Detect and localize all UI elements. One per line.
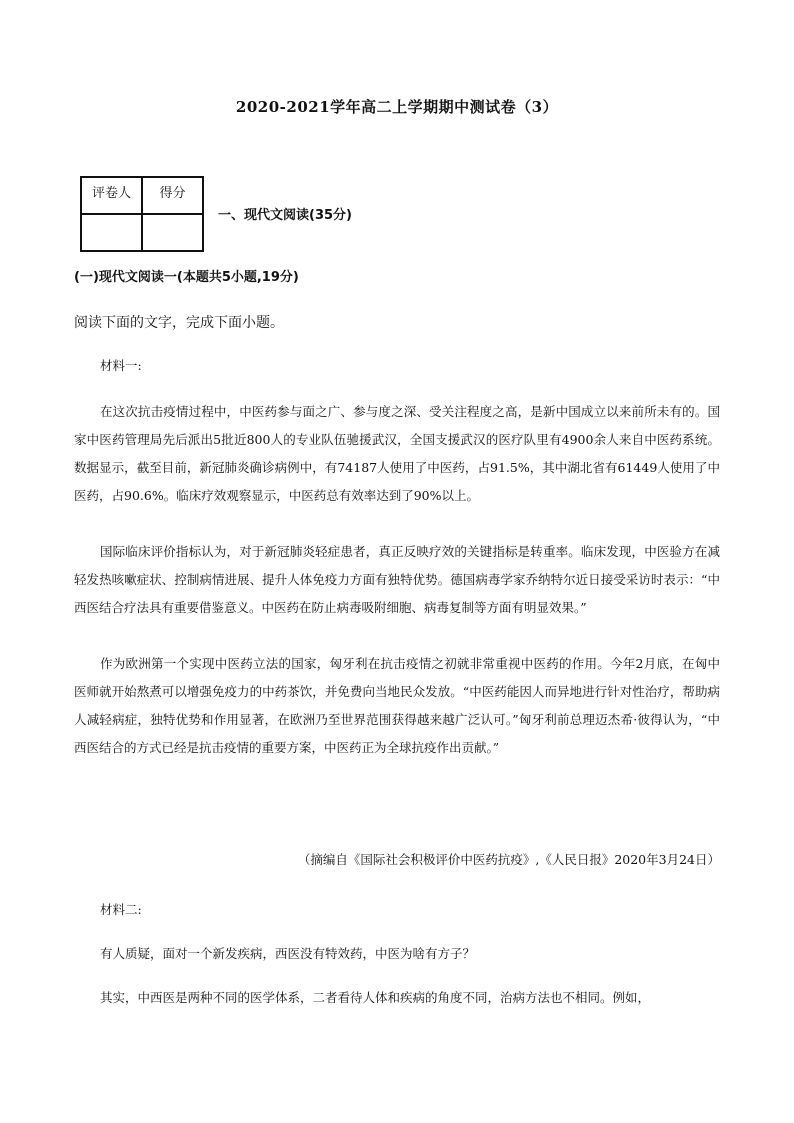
score-label-cell: 得分	[142, 177, 203, 214]
score-table	[80, 176, 204, 252]
material-one-label: 材料一:	[100, 358, 142, 373]
instruction-text: 阅读下面的文字，完成下面小题。	[74, 315, 284, 331]
score-input-cell	[142, 214, 203, 251]
material-one-source: （摘编自《国际社会积极评价中医药抗疫》,《人民日报》2020年3月24日）	[297, 852, 720, 867]
material-one-paragraph-3: 作为欧洲第一个实现中医药立法的国家，匈牙利在抗击疫情之初就非常重视中医药的作用。今年2月底，在匈中医师就开始熬煮可以增强免疫力的中药茶饮，并免费向当地民众发放。“中医药能因人而异地进行针对性治疗，帮助病人减轻病症，独特优势和作用显著，在欧洲乃至世界范围获得越来越广泛认可。”匈牙利前总理迈杰希·彼得认为，“中西医结合的方式已经是抗击疫情的重要方案，中医药正为全球抗疫作出贡献。”	[74, 656, 720, 755]
material-one-paragraph-2: 国际临床评价指标认为，对于新冠肺炎轻症患者，真正反映疗效的关键指标是转重率。临床发现，中医验方在减轻发热咳嗽症状、控制病情进展、提升人体免疫力方面有独特优势。德国病毒学家乔纳特尔近日接受采访时表示：“中西医结合疗法具有重要借鉴意义。中医药在防止病毒吸附细胞、病毒复制等方面有明显效果。”	[74, 544, 720, 615]
material-two-paragraph-1: 有人质疑，面对一个新发疾病，西医没有特效药，中医为啥有方子？	[100, 946, 476, 961]
page-title: 2020-2021学年高二上学期期中测试卷（3）	[235, 98, 559, 116]
material-two-paragraph-2: 其实，中西医是两种不同的医学体系，二者看待人体和疾病的角度不同，治病方法也不相同。例如，	[100, 990, 651, 1005]
grader-input-cell	[81, 214, 142, 251]
grader-label-cell: 评卷人	[81, 177, 142, 214]
sub-heading: (一)现代文阅读一(本题共5小题,19分)	[74, 270, 299, 285]
section-heading: 一、现代文阅读(35分)	[218, 208, 352, 223]
material-one-paragraph-1: 在这次抗击疫情过程中，中医药参与面之广、参与度之深、受关注程度之高，是新中国成立以来前所未有的。国家中医药管理局先后派出5批近800人的专业队伍驰援武汉，全国支援武汉的医疗队里有4900余人来自中医药系统。数据显示，截至目前，新冠肺炎确诊病例中，有74187人使用了中医药，占91.5%，其中湖北省有61449人使用了中医药，占90.6%。临床疗效观察显示，中医药总有效率达到了90%以上。	[74, 404, 720, 503]
material-two-label: 材料二:	[100, 902, 142, 917]
